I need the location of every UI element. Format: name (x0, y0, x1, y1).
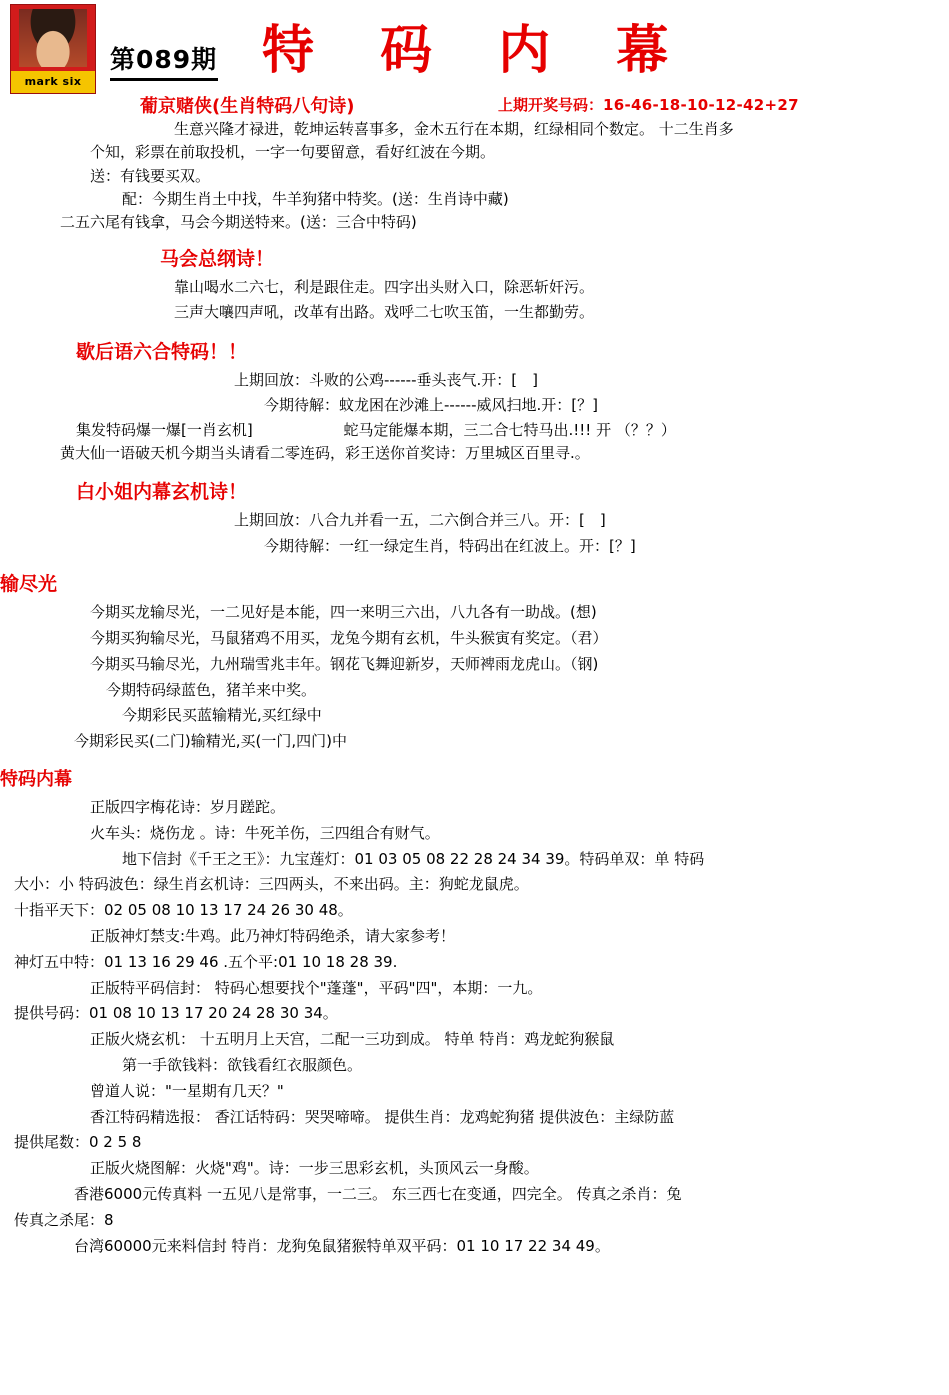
issue-number-text: 第089期 (110, 45, 218, 74)
top-section-title: 葡京赌侠(生肖特码八句诗) (140, 96, 355, 117)
temanneimu-line: 正版神灯禁支:牛鸡。此乃神灯特码绝杀，请大家参考！ (90, 927, 456, 946)
top-line-2: 个知，彩票在前取投机，一字一句要留意，看好红波在今期。 (90, 143, 496, 162)
mark-six-logo (10, 4, 96, 94)
baixiaojie-now-row (14, 534, 935, 560)
xiehouyu-now-text: 蚊龙困在沙滩上------威风扫地.开：[？] (339, 396, 598, 415)
temanneimu-line: 正版特平码信封： 特码心想要找个"蓬蓬"，平码"四"，本期：一九。 (90, 978, 543, 997)
baixiaojie-title: 白小姐内幕玄机诗！ (76, 481, 248, 504)
mahui-title: 马会总纲诗！ (160, 248, 275, 271)
temanneimu-line: 第一手欲钱料：欲钱看红衣服颜色。 (122, 1056, 363, 1074)
temanneimu-lines (0, 795, 949, 1259)
temanneimu-title: 特码内幕 (0, 769, 72, 791)
top-line-4: 配：今期生肖土中找，牛羊狗猪中特奖。(送：生肖诗中藏) (122, 189, 509, 208)
baixiaojie-last-text: 八合九并看一五，二六倒合并三八。开：[ ] (309, 511, 606, 530)
xiehouyu-extra-left: 集发特码爆一爆[一肖玄机] (76, 420, 253, 439)
temanneimu-line: 提供尾数：0 2 5 8 (14, 1133, 142, 1152)
temanneimu-line: 曾道人说："一星期有几天？" (90, 1081, 284, 1100)
mahui-line-2: 三声大嚷四声吼，改革有出路。戏呼二七吹玉笛，一生都勤劳。 (174, 303, 595, 321)
shujinguang-line-5: 今期彩民买蓝输精光,买红绿中 (122, 706, 322, 725)
logo-portrait-icon (19, 9, 87, 67)
last-draw-numbers: 16-46-18-10-12-42+27 (603, 96, 799, 114)
shujinguang-line-1: 今期买龙输尽光，一二见好是本能，四一来明三六出，八九各有一助战。(想) (90, 603, 597, 622)
page-header (0, 0, 949, 92)
last-draw (498, 94, 799, 115)
issue-number (110, 40, 218, 81)
temanneimu-line: 大小：小 特码波色：绿生肖玄机诗：三四两头，不来出码。主：狗蛇龙鼠虎。 (14, 875, 529, 894)
xiehouyu-now-row (14, 393, 935, 419)
baixiaojie-last-label: 上期回放： (234, 511, 310, 530)
xiehouyu-last-row (14, 368, 935, 394)
baixiaojie-last-row (14, 508, 935, 534)
xiehouyu-last-text: 斗败的公鸡------垂头丧气.开：[ ] (309, 370, 538, 389)
temanneimu-line: 正版火烧图解：火烧"鸡"。诗：一步三思彩玄机，头顶风云一身酸。 (90, 1159, 539, 1178)
top-section-header (0, 92, 949, 118)
top-line-3: 送：有钱要买双。 (90, 166, 211, 185)
temanneimu-line: 传真之杀尾：8 (14, 1210, 114, 1229)
last-draw-label: 上期开奖号码： (498, 96, 604, 114)
logo-label: mark six (11, 71, 95, 93)
temanneimu-line: 提供号码：01 08 10 13 17 20 24 28 30 34。 (14, 1004, 338, 1023)
temanneimu-line: 神灯五中特：01 13 16 29 46 .五个平:01 10 18 28 39. (14, 952, 398, 971)
temanneimu-line: 香江特码精选报： 香江话特码：哭哭啼啼。 提供生肖：龙鸡蛇狗猪 提供波色：主绿防蓝 (90, 1107, 675, 1126)
xiehouyu-extra-row (14, 419, 935, 442)
temanneimu-line: 地下信封《千王之王》：九宝莲灯：01 03 05 08 22 28 24 34 39。特码单双：单 特码 (122, 849, 705, 868)
shujinguang-lines (0, 600, 949, 755)
xiehouyu-extra-right: 蛇马定能爆本期，三二合七特马出.!!! 开 （？？） (343, 420, 676, 439)
temanneimu-line: 正版火烧玄机： 十五明月上天宫，二配一三功到成。 特单 特肖：鸡龙蛇狗猴鼠 (90, 1030, 615, 1049)
temanneimu-line: 正版四字梅花诗：岁月蹉跎。 (90, 798, 286, 817)
xiehouyu-extra-line2: 黄大仙一语破天机今期当头请看二零连码，彩王送你首奖诗：万里城区百里寻.。 (60, 444, 590, 462)
xiehouyu-title: 歇后语六合特码！！ (76, 340, 248, 363)
mahui-line-1: 靠山喝水二六七，利是跟住走。四字出头财入口，除恶斩奸污。 (174, 278, 595, 297)
top-line-1: 生意兴隆才禄进，乾坤运转喜事多，金木五行在本期，红绿相同个数定。 十二生肖多 (174, 120, 734, 138)
xiehouyu-now-label: 今期待解： (264, 396, 340, 415)
temanneimu-line: 十指平天下：02 05 08 10 13 17 24 26 30 48。 (14, 901, 353, 920)
temanneimu-line: 台湾60000元来料信封 特肖：龙狗兔鼠猪猴特单双平码：01 10 17 22 34 49。 (74, 1236, 610, 1255)
baixiaojie-now-label: 今期待解： (264, 536, 340, 555)
temanneimu-line: 香港6000元传真料 一五见八是常事，一二三。 东三西七在变通，四完全。 传真之杀肖：兔 (74, 1184, 682, 1203)
page-title: 特 码 内 幕 (262, 20, 693, 81)
shujinguang-line-4: 今期特码绿蓝色，猪羊来中奖。 (106, 680, 317, 699)
top-line-5: 二五六尾有钱拿，马会今期送特来。(送：三合中特码) (60, 213, 417, 231)
mahui-lines (0, 275, 949, 325)
xiehouyu-last-label: 上期回放： (234, 370, 310, 389)
top-lines (0, 118, 949, 234)
issue-underline (110, 78, 218, 81)
shujinguang-line-3: 今期买马输尽光，九州瑞雪兆丰年。钢花飞舞迎新岁，天师裨雨龙虎山。（钢) (90, 654, 599, 673)
shujinguang-line-6: 今期彩民买(二门)输精光,买(一门,四门)中 (74, 732, 347, 751)
shujinguang-line-2: 今期买狗输尽光，马鼠猪鸡不用买，龙兔今期有玄机，牛头猴寅有奖定。（君） (90, 629, 608, 648)
baixiaojie-lines (0, 508, 949, 559)
xiehouyu-lines (0, 368, 949, 466)
shujinguang-title: 输尽光 (0, 573, 58, 596)
temanneimu-line: 火车头：烧伤龙 。诗：牛死羊伤，三四组合有财气。 (90, 823, 440, 842)
baixiaojie-now-text: 一红一绿定生肖，特码出在红波上。开：[？] (339, 536, 636, 555)
